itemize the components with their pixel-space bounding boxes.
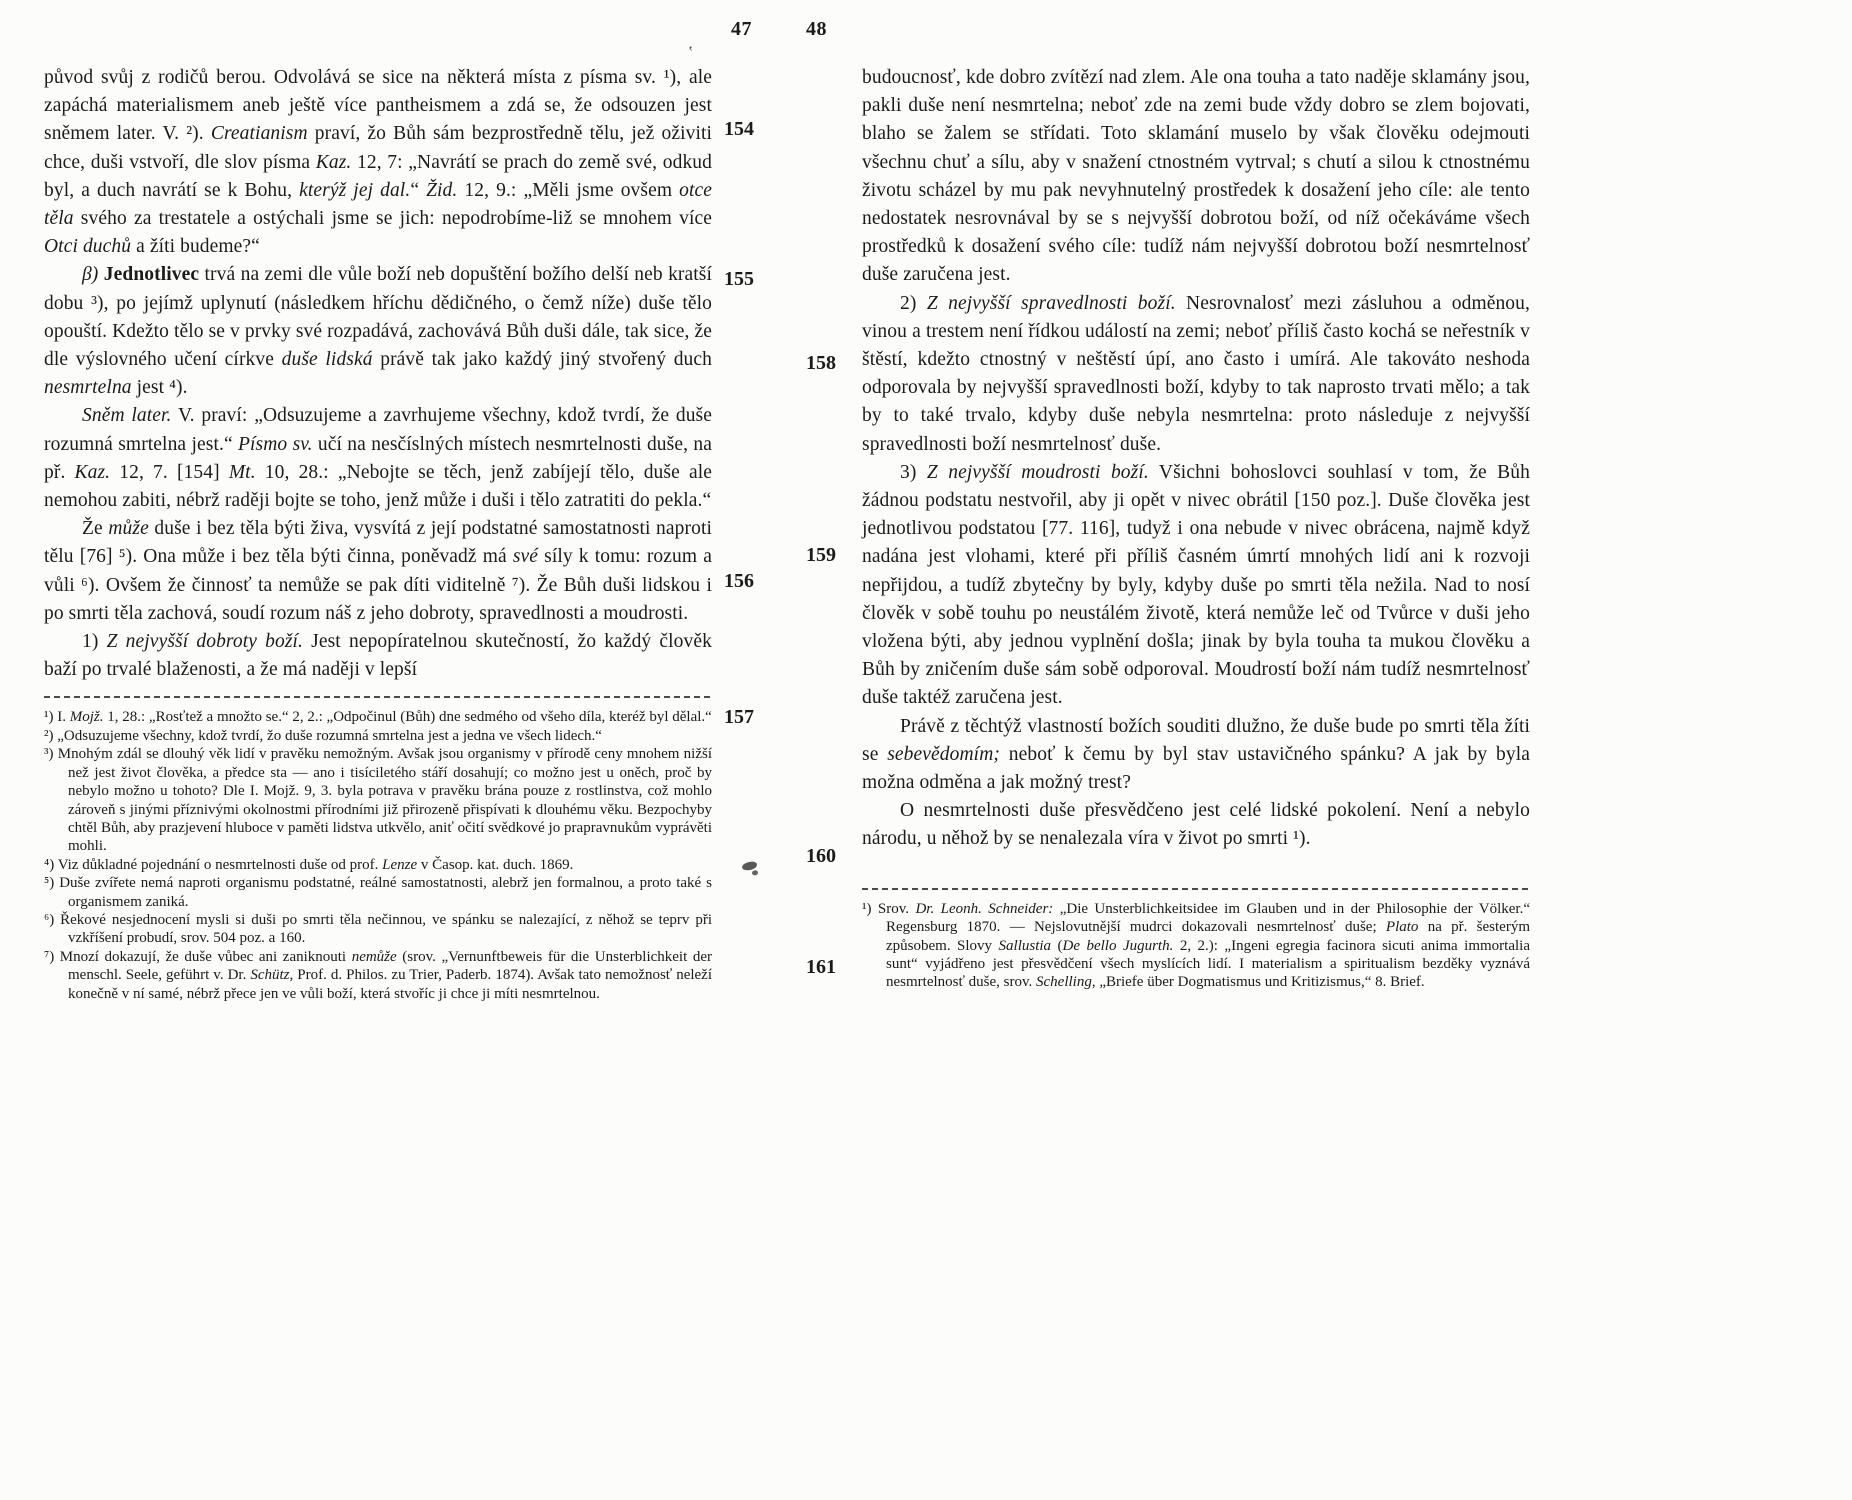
footnotes-block <box>44 708 712 1003</box>
margin-number: 160 <box>806 845 836 867</box>
footnote: ⁶) Řekové nesjednocení mysli si duši po smrti těla nečinnou, ve spánku se nalezající, z něhož se teprv při vzkříšení probudí, srov. 504 poz. a 160. <box>44 911 712 947</box>
paragraph: 3) Z nejvyšší moudrosti boží. Všichni bohoslovci souhlasí v tom, že Bůh žádnou podstatu nestvořil, aby ji opět v nivec obrátil [150 poz.]. Duše člověka jest jednotlivou podstatou [77. 116], tudyž i ona nebude v nivec obrácena, najmě když nadána jest vlohami, které při příliš časném úmrtí mnohých lidí ani k rozvoji nepřijdou, a tudíž zbytečny by byly, kdyby duše po smrti těla nežila. Nad to nosí člověk v sobě touhu po neustálém životě, která nemůže leč od Tvůrce v duši jeho vložena býti, aby jednou vyplnění došla; jinak by byla touha ta mukou člověku a Bůh by zničením duše sám sobě odporoval. Moudrostí boží nám tudíž nesmrtelnosť duše taktéž zaručena jest. <box>862 461 1530 709</box>
margin-number: 158 <box>806 352 836 374</box>
footnote: ²) „Odsuzujeme všechny, kdož tvrdí, žo duše rozumná smrtelna jest a jedna ve všech lidech.“ <box>44 727 602 744</box>
page-number-right: 48 <box>806 18 827 40</box>
margin-number: 156 <box>724 570 754 592</box>
footnote: ³) Mnohým zdál se dlouhý věk lidí v pravěku nemožným. Avšak jsou organismy v přírodě ceny mnohem nižší než jest život člověka, a předce sta — ano i tisíciletého stáří dosahují; co možno jest u oněch, proč by nebylo možno u tohoto? Dle I. Mojž. 9, 3. byla potrava v pravěku brána pouze z rostlinstva, což mohlo zároveň s jinými příznivými okolnostmi přírodními již přirozeně přispívati k dlouhému věku. Bezpochyby chtěl Bůh, aby prazjevení hluboce v paměti lidstva utkvělo, aniť očití svědkové jo prapravnukům vyprávěti mohli. <box>44 746 712 855</box>
margin-number: 159 <box>806 544 836 566</box>
margin-number: 157 <box>724 706 754 728</box>
footnote: ⁷) Mnozí dokazují, že duše vůbec ani zaniknouti nemůže (srov. „Vernunftbeweis für die Unsterblichkeit der menschl. Seele, geführt v. Dr. Schütz, Prof. d. Philos. zu Trier, Paderb. 1874). Avšak tato nemožnosť neleží konečně v ní samé, nébrž přece jen ve vůli boží, která stvoříc ji chce ji míti nesmrtelnou. <box>44 948 713 1002</box>
paragraph: 1) Z nejvyšší dobroty boží. Jest nepopíratelnou skutečností, žo každý člověk baží po trvalé blaženosti, a že má naději v lepší <box>44 631 712 681</box>
footnotes-block <box>862 900 1530 992</box>
footnote: ⁴) Viz důkladné pojednání o nesmrtelnosti duše od prof. Lenze v Časop. kat. duch. 1869. <box>44 856 574 873</box>
footnote-separator <box>44 696 710 698</box>
paragraph: Sněm later. V. praví: „Odsuzujeme a zavrhujeme všechny, kdož tvrdí, že duše rozumná smrtelna jest.“ Písmo sv. učí na nesčíslných místech nesmrtelnosti duše, na př. Kaz. 12, 7. [154] Mt. 10, 28.: „Nebojte se těch, jenž zabíjejí tělo, duše ale nemohou zabiti, nébrž raději bojte se toho, jenž může i duši i tělo zatratiti do pekla.“ <box>44 405 712 512</box>
footnote: ¹) I. Mojž. 1, 28.: „Rosťtež a množto se.“ 2, 2.: „Odpočinul (Bůh) dne sedmého od všeho díla, kteréž byl dělal.“ <box>44 709 712 726</box>
paragraph: O nesmrtelnosti duše přesvědčeno jest celé lidské pokolení. Není a nebylo národu, u něhož by se nenalezala víra v život po smrti ¹). <box>862 800 1530 850</box>
page-number-left: 47 <box>731 18 752 40</box>
paragraph: Právě z těchtýž vlastností božích souditi dlužno, že duše bude po smrti těla žíti se sebevědomím; neboť k čemu by byl stav ustavičného spánku? A jak by byla možna odměna a jak možný trest? <box>862 715 1530 794</box>
stray-ink-mark: ‛ <box>688 44 694 61</box>
margin-number: 155 <box>724 268 754 290</box>
paragraph: β) Jednotlivec trvá na zemi dle vůle boží neb dopuštění božího delší neb kratší dobu ³), po jejímž uplynutí (následkem hříchu dědičného, o čemž níže) duše tělo opouští. Kdežto tělo se v prvky své rozpadává, zachovává Bůh duši dále, tak sice, že dle výslovného učení církve duše lidská právě tak jako každý jiný stvořený duch nesmrtelna jest ⁴). <box>44 264 712 399</box>
footnote: ¹) Srov. Dr. Leonh. Schneider: „Die Unsterblichkeitsidee im Glauben und in der Philosophie der Völker.“ Regensburg 1870. — Nejslovutnější mudrci dokazovali nesmrtelnosť duše; Plato na př. šesterým způsobem. Slovy Sallustia (De bello Jugurth. 2, 2.): „Ingeni egregia facinora sicuti anima immortalia sunt“ vyjádřeno jest přesvědčení všech myslících lidí. I materialism a spiritualism bezděky vyznává nesmrtelnosť duše, srov. Schelling, „Briefe über Dogmatismus und Kritizismus,“ 8. Brief. <box>862 900 1531 991</box>
paragraph: budoucnosť, kde dobro zvítězí nad zlem. Ale ona touha a tato naděje sklamány jsou, pakli duše není nesmrtelna; neboť zde na zemi bude vždy dobro se zlem bojovati, blaho se žalem se střídati. Toto sklamání muselo by však člověku odejmouti všechnu chuť a sílu, aby v snažení ctnostném vytrval; s chutí a silou k ctnostnému životu scházel by mu pak nevyhnutelný prostředek k dosažení jeho cíle: ale tento nedostatek nesrovnával by se s nejvyšší dobrotou boží, od níž očekáváme všech prostředků k dosažení svého cíle: tudíž nám nejvyšší dobrotou boží nesmrtelnosť duše zaručena jest. <box>862 67 1530 286</box>
paragraph: původ svůj z rodičů berou. Odvolává se sice na některá místa z písma sv. ¹), ale zapáchá materialismem aneb ještě více pantheismem a zdá se, že odsouzen jest sněmem later. V. ²). Creatianism praví, žo Bůh sám bezprostředně tělu, jež oživiti chce, duši vstvoří, dle slov písma Kaz. 12, 7: „Navrátí se prach do země své, odkud byl, a duch navrátí se k Bohu, kterýž jej dal.“ Žid. 12, 9.: „Měli jsme ovšem otce těla svého za trestatele a ostýchali jsme se jich: nepodrobíme-liž se mnohem více Otci duchů a žíti budeme?“ <box>44 67 713 258</box>
ink-smudge <box>742 861 758 871</box>
margin-number: 154 <box>724 118 754 140</box>
left-page-column <box>44 64 712 1003</box>
paragraph: Že může duše i bez těla býti živa, vysvítá z její podstatné samostatnosti naproti tělu [76] ⁵). Ona může i bez těla býti činna, poněvadž má své síly k tomu: rozum a vůli ⁶). Ovšem že činnosť ta nemůže se pak díti viditelně ⁷). Že Bůh duši lidskou i po smrti těla zachová, soudí rozum náš z jeho dobroty, spravedlnosti a moudrosti. <box>44 518 712 624</box>
right-page-column <box>862 64 1530 992</box>
footnote: ⁵) Duše zvířete nemá naproti organismu podstatné, reálné samostatnosti, alebrž jen formalnou, a proto také s organismem zaniká. <box>44 875 712 910</box>
footnote-separator <box>862 888 1528 890</box>
margin-number: 161 <box>806 956 836 978</box>
paragraph: 2) Z nejvyšší spravedlnosti boží. Nesrovnalosť mezi zásluhou a odměnou, vinou a trestem není řídkou událostí na zemi; neboť příliš často kochá se neřestník v štěstí, kdežto ctnostný v neštěstí úpí, ano často i umírá. Ale takováto neshoda odporovala by nejvyšší spravedlnosti boží, kdyby to tak naprosto trvati mělo; a tak by to také trvalo, kdyby duše nebyla nesmrtelna: proto následuje z nejvyšší spravedlnosti boží nesmrtelnosť duše. <box>862 292 1530 455</box>
